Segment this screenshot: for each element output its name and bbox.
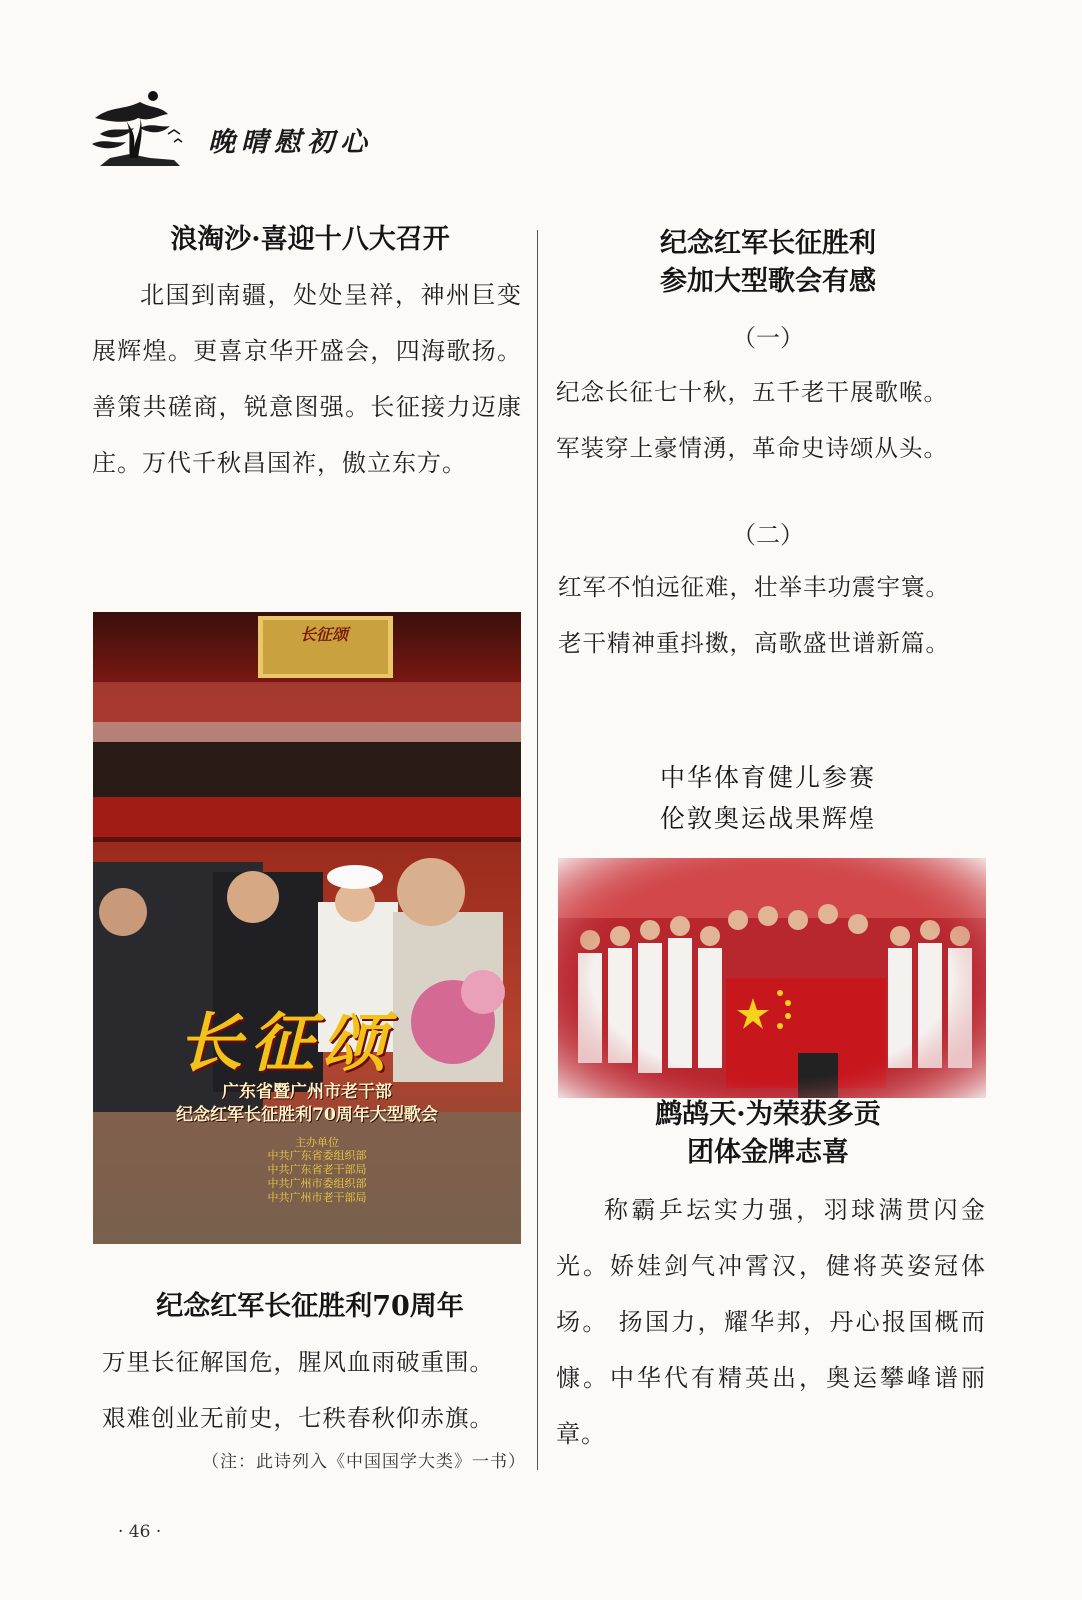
photo-caption-line2: 伦敦奥运战果辉煌 xyxy=(659,804,876,833)
poem3-part1-line: 纪念长征七十秋，五千老干展歌喉。 xyxy=(556,378,948,406)
poem2-note: （注：此诗列入《中国国学大类》一书） xyxy=(202,1452,526,1472)
poem3-part1-label: （一） xyxy=(732,324,804,352)
poster-subtitle-2: 纪念红军长征胜利70周年大型歌会 xyxy=(176,1105,438,1125)
pine-tree-logo-icon xyxy=(90,88,190,170)
poem3-title-line2: 参加大型歌会有感 xyxy=(660,266,876,297)
poem1-text: 北国到南疆，处处呈祥，神州巨变展辉煌。更喜京华开盛会，四海歌扬。 善策共磋商，锐意图强。长征接力迈康庄。万代千秋昌国祚，傲立东方。 xyxy=(92,281,522,477)
poster-organizer: 中共广东省委组织部 xyxy=(267,1149,367,1162)
page-number: · 46 · xyxy=(118,1522,162,1542)
poem3-title-line1: 纪念红军长征胜利 xyxy=(660,228,876,259)
poster-organizer: 中共广州市老干部局 xyxy=(267,1191,367,1204)
concert-poster-image xyxy=(93,612,521,1244)
poster-main-title: 长征颂 xyxy=(178,1006,394,1081)
poem2-line: 艰难创业无前史，七秩春秋仰赤旗。 xyxy=(102,1404,494,1432)
poster-organizer: 中共广东省老干部局 xyxy=(267,1163,367,1176)
poster-subtitle-1: 广东省暨广州市老干部 xyxy=(222,1082,392,1102)
poster-organizer: 中共广州市委组织部 xyxy=(267,1177,367,1190)
poem3-part2-label: （二） xyxy=(732,521,804,549)
header-title: 晚晴慰初心 xyxy=(208,127,373,158)
olympic-team-photo xyxy=(558,858,986,1098)
poem3-part2-line: 老干精神重抖擞，高歌盛世谱新篇。 xyxy=(558,629,950,657)
poem3-part2-line: 红军不怕远征难，壮举丰功震宇寰。 xyxy=(558,573,950,601)
poster-organizers-label: 主办单位 xyxy=(295,1136,339,1149)
poem2-line: 万里长征解国危，腥风血雨破重围。 xyxy=(102,1348,494,1376)
poem4-text: 称霸乒坛实力强，羽球满贯闪金光。娇娃剑气冲霄汉，健将英姿冠体场。 扬国力，耀华邦，丹心报国概而慷。中华代有精英出，奥运攀峰谱丽章。 xyxy=(556,1196,986,1448)
poem4-title-line2: 团体金牌志喜 xyxy=(687,1137,849,1168)
poem3-part1-line: 军装穿上豪情湧，革命史诗颂从头。 xyxy=(556,434,948,462)
poem2-title: 纪念红军长征胜利70周年 xyxy=(156,1291,464,1322)
poem1-title: 浪淘沙·喜迎十八大召开 xyxy=(170,224,450,255)
poster-screen-text: 长征颂 xyxy=(299,625,348,644)
poem4-title-line1: 鹧鸪天·为荣获多贡 xyxy=(655,1099,881,1130)
column-divider xyxy=(537,230,538,1470)
photo-caption-line1: 中华体育健儿参赛 xyxy=(659,763,876,792)
